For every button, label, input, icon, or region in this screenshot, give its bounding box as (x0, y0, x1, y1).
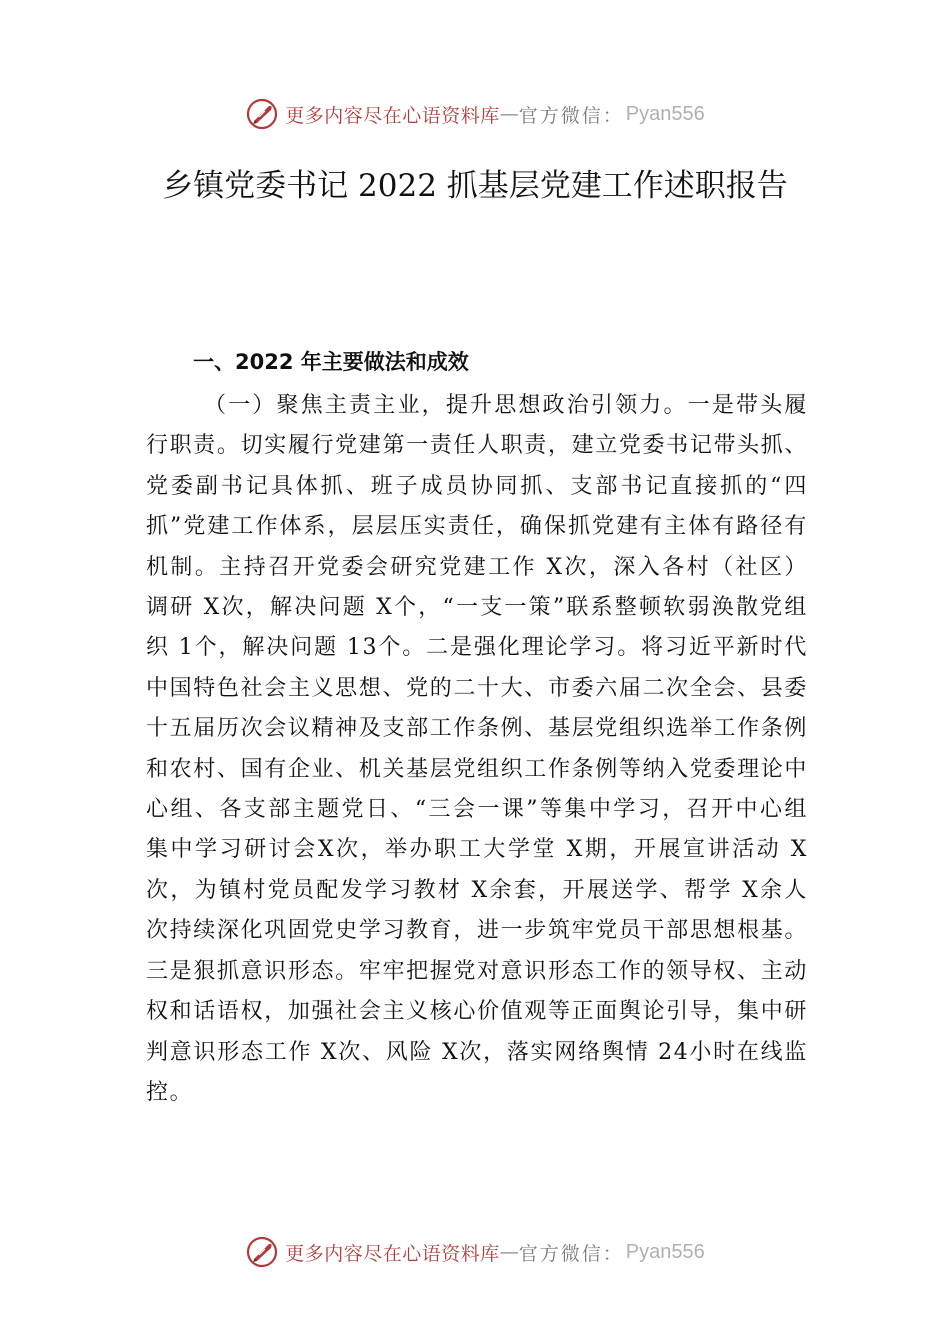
banner-brand-text: 更多内容尽在心语资料库 (285, 1242, 500, 1265)
banner-wechat-label: 官方微信： (518, 104, 624, 127)
document-title: 乡镇党委书记 2022 抓基层党建工作述职报告 (162, 168, 788, 204)
footer-banner (0, 1232, 950, 1272)
quill-pen-logo-icon (245, 1235, 279, 1269)
banner-wechat-handle: Pyan556 (625, 102, 705, 125)
header-banner (0, 94, 950, 134)
section-heading: 一、2022 年主要做法和成效 (193, 350, 469, 374)
banner-wechat-handle: Pyan556 (625, 1240, 705, 1263)
banner-wechat-label: 官方微信： (518, 1242, 624, 1265)
banner-separator: — (499, 1241, 519, 1263)
quill-pen-logo-icon (245, 97, 279, 131)
banner-separator: — (499, 103, 519, 125)
body-paragraph: （一）聚焦主责主业，提升思想政治引领力。一是带头履行职责。切实履行党建第一责任人职责，建立党委书记带头抓、党委副书记具体抓、班子成员协同抓、支部书记直接抓的“四抓”党建工作体系，层层压实责任，确保抓党建有主体有路径有机制。主持召开党委会研究党建工作 X次，深入各村（社区）调研 X次，解决问题 X个，“一支一策”联系整顿软弱涣散党组织 1个，解决问题 13个。二是强化理论学习。将习近平新时代中国特色社会主义思想、党的二十大、市委六届二次全会、县委十五届历次会议精神及支部工作条例、基层党组织选举工作条例和农村、国有企业、机关基层党组织工作条例等纳入党委理论中心组、各支部主题党日、“三会一课”等集中学习，召开中心组集中学习研讨会X次，举办职工大学堂 X期，开展宣讲活动 X次，为镇村党员配发学习教材 X余套，开展送学、帮学 X余人次持续深化巩固党史学习教育，进一步筑牢党员干部思想根基。三是狠抓意识形态。牢牢把握党对意识形态工作的领导权、主动权和话语权，加强社会主义核心价值观等正面舆论引导，集中研判意识形态工作 X次、风险 X次，落实网络舆情 24小时在线监控。 (146, 393, 808, 1105)
banner-brand-text: 更多内容尽在心语资料库 (285, 104, 500, 127)
